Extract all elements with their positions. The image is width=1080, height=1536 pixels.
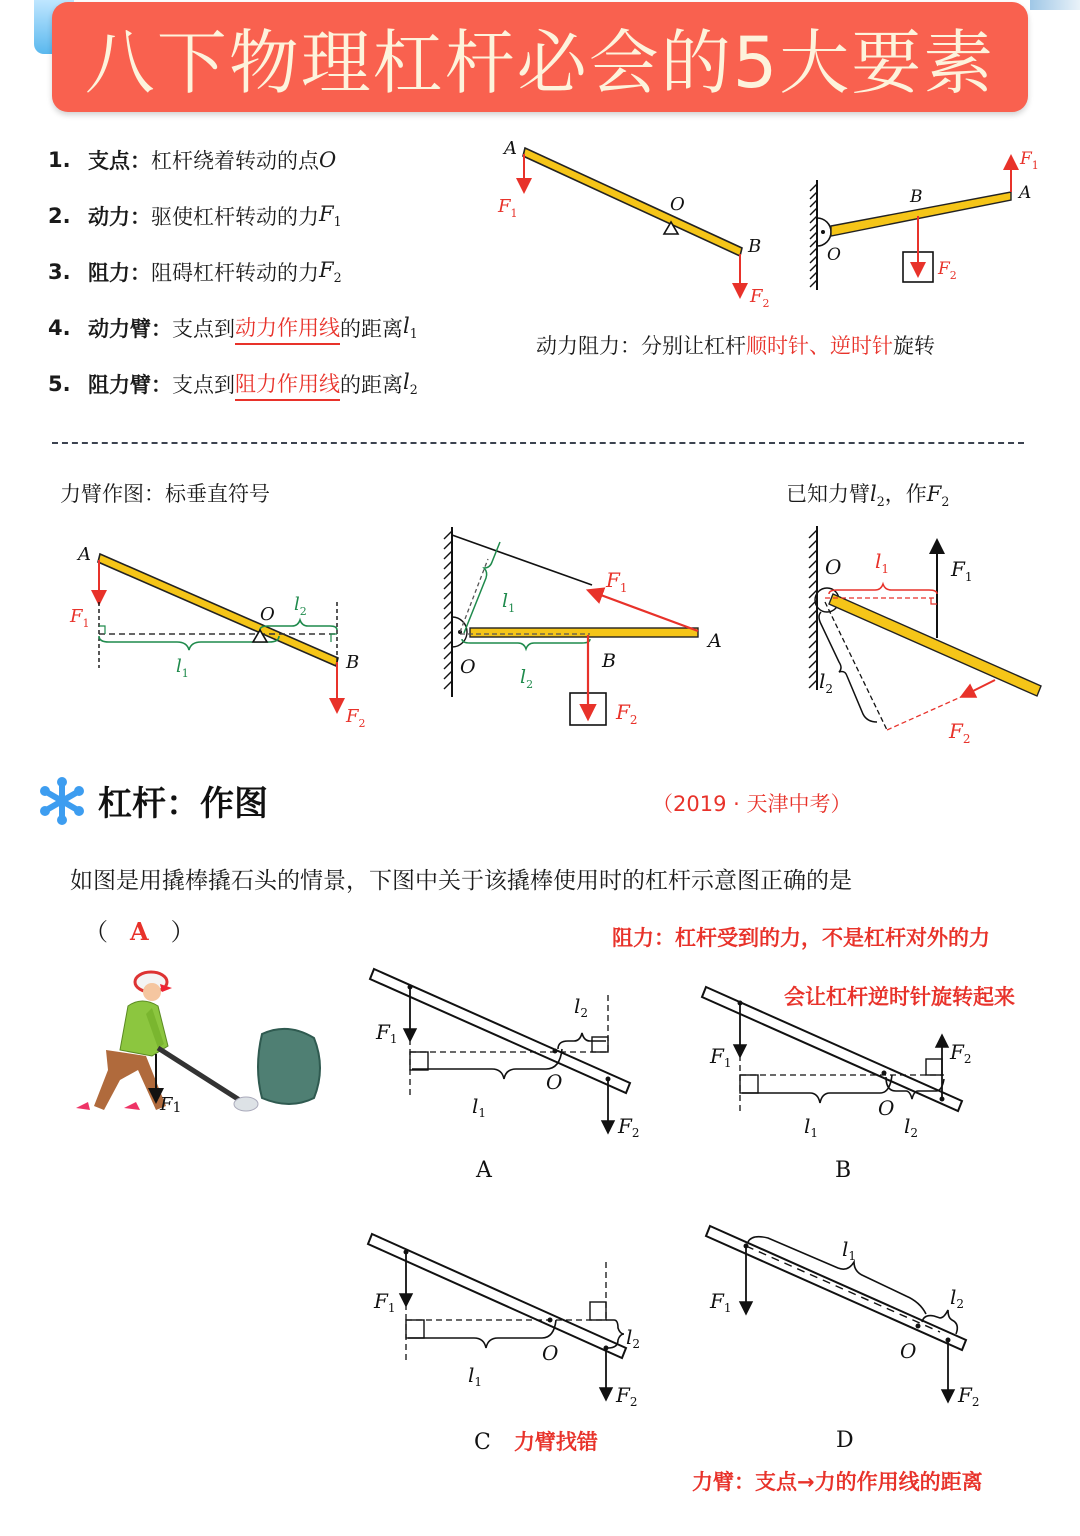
svg-text:F1: $F_1$ bbox=[70, 606, 90, 630]
arm-brace-l2 bbox=[819, 612, 877, 722]
highlight-text: 阻力作用线 bbox=[235, 368, 340, 401]
dashed-divider bbox=[52, 442, 1024, 444]
svg-text:O: O bbox=[260, 604, 275, 625]
note-counterclockwise: 会让杠杆逆时针旋转起来 bbox=[784, 985, 1015, 1009]
math-symbol: $F_1$ bbox=[319, 202, 342, 230]
svg-text:l2: $l_2$ bbox=[626, 1325, 641, 1351]
arm-brace-l2 bbox=[558, 1033, 606, 1049]
option-a-diagram bbox=[362, 955, 662, 1145]
svg-text:F2: $F_2$ bbox=[618, 1114, 640, 1140]
svg-text:B: B bbox=[346, 652, 360, 673]
svg-text:l1: $l_1$ bbox=[804, 1114, 819, 1140]
svg-text:A: A bbox=[708, 630, 722, 652]
moment-arm-diagram-rope bbox=[430, 515, 740, 745]
svg-text:A: A bbox=[504, 138, 517, 159]
arm-brace-l1 bbox=[99, 636, 279, 650]
svg-text:F2: $F_2$ bbox=[750, 286, 770, 310]
definition-term: 阻力臂： bbox=[88, 373, 172, 397]
svg-text:A: A bbox=[1019, 183, 1032, 203]
svg-text:F2: $F_2$ bbox=[950, 1040, 972, 1066]
svg-text:B: B bbox=[748, 236, 762, 257]
option-c-caption bbox=[474, 1426, 598, 1456]
decorative-blue-strip bbox=[1030, 0, 1080, 10]
option-b-diagram bbox=[696, 975, 976, 1145]
definition-text: 支点到 bbox=[172, 373, 235, 397]
lever-bar bbox=[829, 594, 1041, 696]
rock bbox=[258, 1029, 320, 1104]
snowflake-icon bbox=[38, 777, 86, 825]
arm-brace-l1 bbox=[464, 542, 500, 633]
force-arrow-f2 bbox=[963, 680, 995, 696]
answer: （ A ） bbox=[84, 917, 195, 946]
svg-text:O: O bbox=[827, 245, 841, 265]
arm-brace-l2 bbox=[462, 639, 590, 649]
svg-text:l1: $l_1$ bbox=[472, 1094, 487, 1120]
definition-item bbox=[48, 132, 488, 188]
definition-term: 动力： bbox=[88, 205, 151, 229]
note-moment-arm-definition: 力臂：支点→力的作用线的距离 bbox=[692, 1470, 983, 1494]
definition-item bbox=[48, 188, 488, 244]
wall-hatch bbox=[809, 530, 817, 688]
svg-text:F2: $F_2$ bbox=[616, 700, 638, 727]
definition-term: 阻力： bbox=[88, 261, 151, 285]
lever-bar bbox=[470, 628, 698, 637]
svg-text:l1: $l_1$ bbox=[176, 656, 189, 680]
svg-text:O: O bbox=[542, 1341, 559, 1365]
wall-hatch bbox=[810, 184, 817, 287]
option-c-diagram bbox=[362, 1220, 662, 1410]
svg-text:F1: $F_1$ bbox=[376, 1020, 398, 1046]
svg-text:O: O bbox=[670, 194, 685, 215]
svg-text:l1: $l_1$ bbox=[842, 1237, 857, 1263]
definition-text: 驱使杠杆转动的力 bbox=[151, 205, 319, 229]
svg-text:F2: $F_2$ bbox=[616, 1383, 638, 1409]
svg-text:F1: F1 bbox=[160, 1094, 182, 1116]
definition-term: 支点： bbox=[88, 149, 151, 173]
option-label-d: D bbox=[836, 1428, 854, 1453]
math-symbol: $l_2$ bbox=[403, 370, 418, 398]
svg-text:F1: $F_1$ bbox=[1020, 149, 1039, 172]
item-number: 2. bbox=[48, 204, 71, 228]
item-number: 1. bbox=[48, 148, 71, 172]
svg-text:O: O bbox=[460, 656, 476, 678]
svg-text:F1: $F_1$ bbox=[498, 196, 518, 220]
definition-item bbox=[48, 300, 488, 356]
lever-bar bbox=[523, 148, 742, 256]
page-title: 八下物理杠杆必会的5大要素 bbox=[84, 21, 996, 104]
math-symbol: $F_2$ bbox=[319, 258, 342, 286]
rope-line bbox=[452, 535, 592, 585]
definition-text: 杠杆绕着转动的点 bbox=[151, 149, 319, 173]
wall-hatch bbox=[444, 531, 452, 689]
svg-text:F2: $F_2$ bbox=[949, 719, 971, 746]
svg-text:O: O bbox=[546, 1070, 563, 1094]
svg-text:F1: $F_1$ bbox=[710, 1044, 732, 1070]
highlight-text: 顺时针、逆时针 bbox=[746, 334, 893, 358]
svg-text:F2: $F_2$ bbox=[346, 706, 366, 730]
crowbar-illustration bbox=[66, 968, 336, 1118]
section-title: 杠杆：作图 bbox=[98, 784, 268, 824]
exam-source: （2019 · 天津中考） bbox=[652, 792, 852, 816]
definition-term: 动力臂： bbox=[88, 317, 172, 341]
svg-text:l2: $l_2$ bbox=[520, 666, 534, 691]
highlight-text: 动力作用线 bbox=[235, 312, 340, 345]
svg-text:O: O bbox=[825, 555, 842, 579]
moment-arm-diagram-seesaw bbox=[60, 540, 380, 740]
exam-section-header bbox=[38, 776, 268, 825]
item-number: 3. bbox=[48, 260, 71, 284]
svg-text:l1: $l_1$ bbox=[875, 549, 890, 576]
svg-text:B: B bbox=[602, 650, 616, 672]
definition-item bbox=[48, 356, 488, 412]
given-arm-title: 已知力臂$l_2$，作$F_2$ bbox=[786, 482, 950, 510]
answer-value: A bbox=[130, 917, 149, 946]
definition-item bbox=[48, 244, 488, 300]
question-text: 如图是用撬棒撬石头的情景，下图中关于该撬棒使用时的杠杆示意图正确的是 bbox=[70, 868, 852, 894]
svg-text:l1: $l_1$ bbox=[502, 590, 516, 615]
lever-diagram-wall bbox=[795, 140, 1055, 300]
moment-arm-title: 力臂作图：标垂直符号 bbox=[60, 482, 270, 506]
item-number: 4. bbox=[48, 316, 71, 340]
svg-text:l1: $l_1$ bbox=[468, 1363, 483, 1389]
definition-text: 的距离 bbox=[340, 373, 403, 397]
rotation-caption: 动力阻力：分别让杠杆顺时针、逆时针旋转 bbox=[536, 334, 935, 358]
svg-text:F2: $F_2$ bbox=[958, 1383, 980, 1409]
svg-text:O: O bbox=[900, 1339, 917, 1363]
item-number: 5. bbox=[48, 372, 71, 396]
title-banner bbox=[52, 2, 1028, 112]
lever-diagram-seesaw bbox=[490, 130, 790, 320]
option-label-a: A bbox=[476, 1158, 492, 1183]
svg-text:F1: $F_1$ bbox=[710, 1289, 732, 1315]
svg-text:l2: $l_2$ bbox=[950, 1285, 965, 1311]
svg-text:A: A bbox=[78, 544, 91, 565]
svg-text:l2: $l_2$ bbox=[904, 1114, 919, 1140]
note-wrong-arm: 力臂找错 bbox=[513, 1430, 598, 1454]
arm-brace-l1 bbox=[829, 584, 937, 594]
given-arm-diagram bbox=[795, 520, 1055, 755]
note-resistance: 阻力：杠杆受到的力，不是杠杆对外的力 bbox=[612, 926, 990, 950]
definition-text: 阻碍杠杆转动的力 bbox=[151, 261, 319, 285]
svg-text:B: B bbox=[910, 187, 923, 207]
svg-text:F1: $F_1$ bbox=[606, 568, 628, 595]
svg-text:l2: $l_2$ bbox=[294, 594, 307, 618]
option-d-diagram bbox=[700, 1218, 990, 1418]
definition-text: 支点到 bbox=[172, 317, 235, 341]
math-symbol: $l_1$ bbox=[403, 314, 418, 342]
svg-text:F1: $F_1$ bbox=[374, 1289, 396, 1315]
math-symbol: O bbox=[319, 148, 337, 172]
svg-text:l2: $l_2$ bbox=[819, 669, 834, 696]
option-label-c: C bbox=[474, 1430, 491, 1455]
definition-list bbox=[48, 132, 488, 412]
definition-text: 的距离 bbox=[340, 317, 403, 341]
svg-text:l2: $l_2$ bbox=[574, 994, 589, 1020]
svg-text:F1: $F_1$ bbox=[951, 557, 973, 584]
option-label-b: B bbox=[835, 1158, 852, 1183]
svg-text:F2: $F_2$ bbox=[938, 259, 957, 282]
svg-text:O: O bbox=[878, 1096, 895, 1120]
force-arrow-f1 bbox=[590, 591, 698, 631]
